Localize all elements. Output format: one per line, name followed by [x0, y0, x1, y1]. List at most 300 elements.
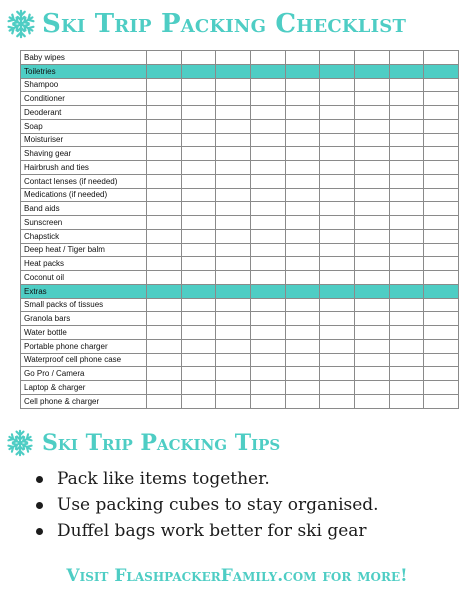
checkbox-cell[interactable] — [285, 174, 320, 188]
checkbox-cell[interactable] — [181, 353, 216, 367]
checkbox-cell[interactable] — [354, 381, 389, 395]
checkbox-cell[interactable] — [389, 78, 424, 92]
checkbox-cell[interactable] — [285, 119, 320, 133]
checkbox-cell[interactable] — [389, 216, 424, 230]
footer-link[interactable]: Visit FlashpackerFamily.com for more! — [66, 566, 408, 586]
section-cell — [389, 64, 424, 78]
item-label: Hairbrush and ties — [21, 161, 147, 175]
checkbox-cell[interactable] — [285, 161, 320, 175]
checkbox-cell[interactable] — [424, 353, 459, 367]
checkbox-cell[interactable] — [250, 78, 285, 92]
section-header-row — [21, 64, 459, 78]
checkbox-cell[interactable] — [216, 216, 251, 230]
checkbox-cell[interactable] — [181, 312, 216, 326]
checkbox-cell[interactable] — [250, 106, 285, 120]
checkbox-cell[interactable] — [320, 298, 355, 312]
checkbox-cell[interactable] — [181, 106, 216, 120]
checkbox-cell[interactable] — [285, 147, 320, 161]
checkbox-cell[interactable] — [250, 298, 285, 312]
checkbox-cell[interactable] — [285, 257, 320, 271]
checkbox-cell[interactable] — [320, 243, 355, 257]
checkbox-cell[interactable] — [320, 367, 355, 381]
section-cell — [389, 284, 424, 298]
table-row — [21, 119, 459, 133]
checkbox-cell[interactable] — [424, 174, 459, 188]
section-cell — [320, 284, 355, 298]
item-label: Contact lenses (if needed) — [21, 174, 147, 188]
checkbox-cell[interactable] — [389, 92, 424, 106]
checkbox-cell[interactable] — [424, 271, 459, 285]
checkbox-cell[interactable] — [250, 202, 285, 216]
checkbox-cell[interactable] — [354, 174, 389, 188]
checkbox-cell[interactable] — [320, 92, 355, 106]
checkbox-cell[interactable] — [354, 353, 389, 367]
checkbox-cell[interactable] — [147, 119, 182, 133]
item-label: Band aids — [21, 202, 147, 216]
checkbox-cell[interactable] — [250, 51, 285, 65]
checkbox-cell[interactable] — [147, 216, 182, 230]
section-cell — [320, 64, 355, 78]
checkbox-cell[interactable] — [285, 92, 320, 106]
table-row — [21, 271, 459, 285]
tips-list — [36, 466, 466, 544]
checkbox-cell[interactable] — [250, 367, 285, 381]
checkbox-cell[interactable] — [389, 147, 424, 161]
checkbox-cell[interactable] — [320, 229, 355, 243]
checkbox-cell[interactable] — [320, 271, 355, 285]
checkbox-cell[interactable] — [250, 271, 285, 285]
checkbox-cell[interactable] — [250, 243, 285, 257]
checkbox-cell[interactable] — [320, 257, 355, 271]
checkbox-cell[interactable] — [181, 51, 216, 65]
section-cell — [250, 284, 285, 298]
checkbox-cell[interactable] — [424, 298, 459, 312]
checkbox-cell[interactable] — [147, 381, 182, 395]
checkbox-cell[interactable] — [354, 216, 389, 230]
tips-heading-row — [6, 426, 468, 460]
checkbox-cell[interactable] — [320, 78, 355, 92]
checkbox-cell[interactable] — [216, 353, 251, 367]
checkbox-cell[interactable] — [216, 78, 251, 92]
bullet-icon — [36, 528, 43, 535]
checkbox-cell[interactable] — [181, 339, 216, 353]
packing-checklist-table — [20, 50, 459, 409]
checkbox-cell[interactable] — [181, 394, 216, 408]
checkbox-cell[interactable] — [216, 229, 251, 243]
checkbox-cell[interactable] — [285, 271, 320, 285]
checkbox-cell[interactable] — [389, 161, 424, 175]
checkbox-cell[interactable] — [424, 312, 459, 326]
checkbox-cell[interactable] — [389, 312, 424, 326]
checkbox-cell[interactable] — [250, 133, 285, 147]
bullet-icon — [36, 476, 43, 483]
bullet-icon — [36, 502, 43, 509]
section-cell — [147, 284, 182, 298]
checkbox-cell[interactable] — [147, 367, 182, 381]
checkbox-cell[interactable] — [424, 381, 459, 395]
checkbox-cell[interactable] — [424, 78, 459, 92]
section-cell — [216, 64, 251, 78]
table-row — [21, 339, 459, 353]
checkbox-cell[interactable] — [354, 243, 389, 257]
checkbox-cell[interactable] — [389, 394, 424, 408]
checkbox-cell[interactable] — [320, 353, 355, 367]
section-cell — [424, 284, 459, 298]
item-label: Heat packs — [21, 257, 147, 271]
checkbox-cell[interactable] — [285, 367, 320, 381]
checkbox-cell[interactable] — [285, 51, 320, 65]
checkbox-cell[interactable] — [389, 243, 424, 257]
checkbox-cell[interactable] — [250, 339, 285, 353]
checkbox-cell[interactable] — [285, 326, 320, 340]
item-label: Granola bars — [21, 312, 147, 326]
checkbox-cell[interactable] — [181, 174, 216, 188]
checkbox-cell[interactable] — [147, 188, 182, 202]
checkbox-cell[interactable] — [424, 216, 459, 230]
section-cell — [285, 64, 320, 78]
checkbox-cell[interactable] — [216, 51, 251, 65]
checkbox-cell[interactable] — [147, 257, 182, 271]
checkbox-cell[interactable] — [320, 216, 355, 230]
checkbox-cell[interactable] — [320, 202, 355, 216]
checkbox-cell[interactable] — [354, 339, 389, 353]
checkbox-cell[interactable] — [147, 243, 182, 257]
checkbox-cell[interactable] — [147, 161, 182, 175]
item-label: Laptop & charger — [21, 381, 147, 395]
checkbox-cell[interactable] — [389, 298, 424, 312]
checkbox-cell[interactable] — [354, 188, 389, 202]
checkbox-cell[interactable] — [320, 312, 355, 326]
checkbox-cell[interactable] — [354, 78, 389, 92]
table-row — [21, 161, 459, 175]
checkbox-cell[interactable] — [354, 367, 389, 381]
checkbox-cell[interactable] — [389, 339, 424, 353]
item-label: Shaving gear — [21, 147, 147, 161]
section-cell — [285, 284, 320, 298]
checkbox-cell[interactable] — [354, 326, 389, 340]
checkbox-cell[interactable] — [147, 326, 182, 340]
section-cell — [354, 284, 389, 298]
page-title: Ski Trip Packing Checklist — [42, 9, 407, 39]
section-cell — [354, 64, 389, 78]
checkbox-cell[interactable] — [285, 243, 320, 257]
checkbox-cell[interactable] — [147, 92, 182, 106]
tip-text: Use packing cubes to stay organised. — [57, 495, 379, 515]
checkbox-cell[interactable] — [216, 202, 251, 216]
checkbox-cell[interactable] — [424, 161, 459, 175]
checkbox-cell[interactable] — [424, 339, 459, 353]
checkbox-cell[interactable] — [424, 394, 459, 408]
checkbox-cell[interactable] — [147, 298, 182, 312]
checkbox-cell[interactable] — [216, 161, 251, 175]
checkbox-cell[interactable] — [147, 51, 182, 65]
tip-item — [36, 518, 466, 544]
checkbox-cell[interactable] — [216, 339, 251, 353]
checkbox-cell[interactable] — [181, 298, 216, 312]
section-cell — [181, 284, 216, 298]
item-label: Portable phone charger — [21, 339, 147, 353]
checkbox-cell[interactable] — [216, 271, 251, 285]
checkbox-cell[interactable] — [285, 202, 320, 216]
checkbox-cell[interactable] — [320, 326, 355, 340]
checkbox-cell[interactable] — [424, 106, 459, 120]
checkbox-cell[interactable] — [216, 147, 251, 161]
item-label: Shampoo — [21, 78, 147, 92]
section-cell — [250, 64, 285, 78]
checkbox-cell[interactable] — [424, 133, 459, 147]
checkbox-cell[interactable] — [216, 298, 251, 312]
checkbox-cell[interactable] — [147, 202, 182, 216]
checkbox-cell[interactable] — [285, 216, 320, 230]
checkbox-cell[interactable] — [389, 257, 424, 271]
checkbox-cell[interactable] — [250, 353, 285, 367]
section-cell — [181, 64, 216, 78]
checkbox-cell[interactable] — [320, 147, 355, 161]
checkbox-cell[interactable] — [181, 188, 216, 202]
checkbox-cell[interactable] — [354, 106, 389, 120]
checkbox-cell[interactable] — [216, 326, 251, 340]
tip-item — [36, 466, 466, 492]
checkbox-cell[interactable] — [147, 229, 182, 243]
checkbox-cell[interactable] — [181, 92, 216, 106]
table-row — [21, 229, 459, 243]
checkbox-cell[interactable] — [320, 51, 355, 65]
checkbox-cell[interactable] — [181, 367, 216, 381]
checkbox-cell[interactable] — [147, 271, 182, 285]
checkbox-cell[interactable] — [320, 381, 355, 395]
checkbox-cell[interactable] — [389, 271, 424, 285]
checkbox-cell[interactable] — [250, 147, 285, 161]
checkbox-cell[interactable] — [216, 257, 251, 271]
checkbox-cell[interactable] — [354, 119, 389, 133]
checkbox-cell[interactable] — [320, 394, 355, 408]
checkbox-cell[interactable] — [216, 367, 251, 381]
checkbox-cell[interactable] — [354, 229, 389, 243]
table-row — [21, 367, 459, 381]
checkbox-cell[interactable] — [354, 133, 389, 147]
checkbox-cell[interactable] — [250, 161, 285, 175]
checkbox-cell[interactable] — [216, 119, 251, 133]
table-row — [21, 174, 459, 188]
checkbox-cell[interactable] — [389, 326, 424, 340]
table-row — [21, 353, 459, 367]
checkbox-cell[interactable] — [181, 243, 216, 257]
checkbox-cell[interactable] — [216, 106, 251, 120]
item-label: Baby wipes — [21, 51, 147, 65]
table-row — [21, 216, 459, 230]
checkbox-cell[interactable] — [181, 119, 216, 133]
checkbox-cell[interactable] — [250, 174, 285, 188]
checkbox-cell[interactable] — [320, 174, 355, 188]
checkbox-cell[interactable] — [216, 92, 251, 106]
checkbox-cell[interactable] — [147, 78, 182, 92]
checkbox-cell[interactable] — [181, 229, 216, 243]
checkbox-cell[interactable] — [285, 381, 320, 395]
checkbox-cell[interactable] — [354, 202, 389, 216]
checkbox-cell[interactable] — [147, 353, 182, 367]
checkbox-cell[interactable] — [424, 243, 459, 257]
item-label: Medications (if needed) — [21, 188, 147, 202]
section-cell — [147, 64, 182, 78]
section-cell — [216, 284, 251, 298]
checkbox-cell[interactable] — [181, 216, 216, 230]
table-row — [21, 133, 459, 147]
checkbox-cell[interactable] — [147, 312, 182, 326]
section-label: Extras — [21, 284, 147, 298]
checkbox-cell[interactable] — [285, 188, 320, 202]
section-label: Toiletries — [21, 64, 147, 78]
checkbox-cell[interactable] — [424, 119, 459, 133]
checkbox-cell[interactable] — [389, 106, 424, 120]
table-row — [21, 202, 459, 216]
checkbox-cell[interactable] — [250, 381, 285, 395]
item-label: Go Pro / Camera — [21, 367, 147, 381]
checkbox-cell[interactable] — [389, 381, 424, 395]
checkbox-cell[interactable] — [424, 257, 459, 271]
snowflake-icon — [6, 429, 34, 457]
checkbox-cell[interactable] — [216, 188, 251, 202]
checkbox-cell[interactable] — [320, 161, 355, 175]
section-cell — [424, 64, 459, 78]
item-label: Chapstick — [21, 229, 147, 243]
checkbox-cell[interactable] — [181, 202, 216, 216]
checkbox-cell[interactable] — [250, 92, 285, 106]
checkbox-cell[interactable] — [354, 298, 389, 312]
checkbox-cell[interactable] — [424, 229, 459, 243]
checkbox-cell[interactable] — [285, 78, 320, 92]
title-row — [6, 6, 468, 42]
item-label: Conditioner — [21, 92, 147, 106]
checkbox-cell[interactable] — [216, 381, 251, 395]
checkbox-cell[interactable] — [424, 326, 459, 340]
table-row — [21, 298, 459, 312]
checkbox-cell[interactable] — [181, 271, 216, 285]
item-label: Deep heat / Tiger balm — [21, 243, 147, 257]
checkbox-cell[interactable] — [181, 381, 216, 395]
item-label: Cell phone & charger — [21, 394, 147, 408]
table-row — [21, 188, 459, 202]
checkbox-cell[interactable] — [424, 202, 459, 216]
table-row — [21, 312, 459, 326]
checkbox-cell[interactable] — [354, 147, 389, 161]
checkbox-cell[interactable] — [147, 339, 182, 353]
tip-text: Pack like items together. — [57, 469, 270, 489]
checkbox-cell[interactable] — [285, 298, 320, 312]
checkbox-cell[interactable] — [424, 367, 459, 381]
checkbox-cell[interactable] — [389, 188, 424, 202]
checkbox-cell[interactable] — [181, 147, 216, 161]
checkbox-cell[interactable] — [354, 161, 389, 175]
checkbox-cell[interactable] — [424, 92, 459, 106]
checkbox-cell[interactable] — [147, 394, 182, 408]
checkbox-cell[interactable] — [250, 394, 285, 408]
checkbox-cell[interactable] — [354, 312, 389, 326]
checkbox-cell[interactable] — [250, 216, 285, 230]
tip-item — [36, 492, 466, 518]
table-row — [21, 257, 459, 271]
checkbox-cell[interactable] — [389, 119, 424, 133]
checkbox-cell[interactable] — [389, 174, 424, 188]
item-label: Deoderant — [21, 106, 147, 120]
item-label: Sunscreen — [21, 216, 147, 230]
table-row — [21, 147, 459, 161]
checkbox-cell[interactable] — [147, 133, 182, 147]
checkbox-cell[interactable] — [181, 133, 216, 147]
table-row — [21, 394, 459, 408]
item-label: Moisturiser — [21, 133, 147, 147]
checkbox-cell[interactable] — [354, 394, 389, 408]
checkbox-cell[interactable] — [320, 339, 355, 353]
checkbox-cell[interactable] — [354, 92, 389, 106]
checkbox-cell[interactable] — [389, 202, 424, 216]
checkbox-cell[interactable] — [424, 51, 459, 65]
item-label: Small packs of tissues — [21, 298, 147, 312]
checkbox-cell[interactable] — [285, 106, 320, 120]
checkbox-cell[interactable] — [147, 147, 182, 161]
checkbox-cell[interactable] — [216, 133, 251, 147]
checkbox-cell[interactable] — [285, 339, 320, 353]
checkbox-cell[interactable] — [424, 147, 459, 161]
checkbox-cell[interactable] — [285, 229, 320, 243]
checkbox-cell[interactable] — [285, 353, 320, 367]
checkbox-cell[interactable] — [389, 133, 424, 147]
item-label: Coconut oil — [21, 271, 147, 285]
checkbox-cell[interactable] — [250, 119, 285, 133]
checkbox-cell[interactable] — [389, 353, 424, 367]
table-row — [21, 51, 459, 65]
checkbox-cell[interactable] — [250, 312, 285, 326]
item-label: Soap — [21, 119, 147, 133]
checkbox-cell[interactable] — [320, 188, 355, 202]
checkbox-cell[interactable] — [354, 257, 389, 271]
checkbox-cell[interactable] — [216, 394, 251, 408]
table-row — [21, 92, 459, 106]
table-row — [21, 243, 459, 257]
checkbox-cell[interactable] — [389, 51, 424, 65]
checkbox-cell[interactable] — [320, 106, 355, 120]
checkbox-cell[interactable] — [354, 51, 389, 65]
checkbox-cell[interactable] — [285, 312, 320, 326]
checkbox-cell[interactable] — [216, 312, 251, 326]
table-row — [21, 326, 459, 340]
checkbox-cell[interactable] — [216, 243, 251, 257]
checkbox-cell[interactable] — [216, 174, 251, 188]
checkbox-cell[interactable] — [147, 106, 182, 120]
checkbox-cell[interactable] — [389, 229, 424, 243]
checkbox-cell[interactable] — [424, 188, 459, 202]
checkbox-cell[interactable] — [354, 271, 389, 285]
checkbox-cell[interactable] — [250, 257, 285, 271]
checkbox-cell[interactable] — [285, 133, 320, 147]
checkbox-cell[interactable] — [181, 326, 216, 340]
checkbox-cell[interactable] — [181, 78, 216, 92]
checkbox-cell[interactable] — [320, 119, 355, 133]
checkbox-cell[interactable] — [285, 394, 320, 408]
checkbox-cell[interactable] — [181, 257, 216, 271]
checkbox-cell[interactable] — [250, 229, 285, 243]
checkbox-cell[interactable] — [320, 133, 355, 147]
checkbox-cell[interactable] — [181, 161, 216, 175]
checkbox-cell[interactable] — [250, 188, 285, 202]
item-label: Waterproof cell phone case — [21, 353, 147, 367]
checkbox-cell[interactable] — [147, 174, 182, 188]
table-row — [21, 381, 459, 395]
checkbox-cell[interactable] — [250, 326, 285, 340]
snowflake-icon — [6, 9, 36, 39]
checkbox-cell[interactable] — [389, 367, 424, 381]
section-header-row — [21, 284, 459, 298]
table-row — [21, 106, 459, 120]
